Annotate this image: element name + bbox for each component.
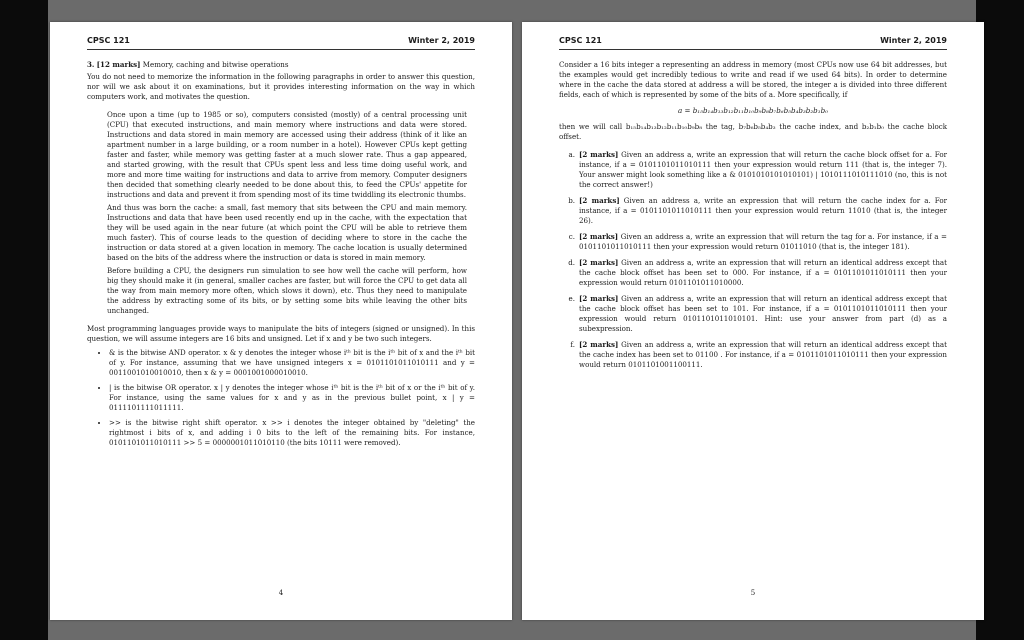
question-intro: You do not need to memorize the information in the following paragraphs in order to answer this question, nor will we ask about it on examinations, but it provides interesting information on the way in which computers work, and motivates the question. bbox=[87, 72, 475, 101]
operator-and: • & is the bitwise AND operator. x & y denotes the integer whose iᵗʰ bit is the iᵗʰ bit of x and the iᵗʰ bit of y. For instance, assuming that we have unsigned integers x = 0101101011010111 and y = 0011001010010010, then x & y = 0001001000010010. bbox=[109, 348, 475, 378]
page-number: 4 bbox=[278, 589, 284, 597]
operator-or: • | is the bitwise OR operator. x | y denotes the integer whose iᵗʰ bit is the iᵗʰ bit of x or the iᵗʰ bit of y. For instance, using the same values for x and y as in the previous bullet point, x | y = 0111101111011111. bbox=[109, 383, 475, 413]
subquestion-f: f. [2 marks] Given an address a, write an expression that will return an identical address except that the cache index has been set to 01100 . For instance, if a = 0101101011010111 then your expression would return 0101101001100111. bbox=[570, 340, 947, 369]
story-paragraph: Before building a CPU, the designers run simulation to see how well the cache will perform, how big they should make it (in general, smaller caches are faster, but will force the CPU to get data all the way from main memory more often, which slows it down), etc. Thus they need to manipulate the address by extracting some of its bits, or by setting some bits while leaving the other bits unchanged. bbox=[107, 266, 467, 315]
page-header bbox=[87, 36, 475, 50]
field-definitions: then we will call b₁₅b₁₄b₁₃b₁₂b₁₁b₁₀b₉b₈ the tag, b₇b₆b₅b₄b₃ the cache index, and b₂b₁b₀ the cache block offset. bbox=[559, 122, 947, 141]
subquestion-e: e. [2 marks] Given an address a, write an expression that will return an identical address except that the cache block offset has been set to 101. For instance, if a = 0101101011010111 then your expression would return 0101101011010101. Hint: use your answer from part (d) as a subexpression. bbox=[568, 294, 947, 333]
subquestion-d: d. [2 marks] Given an address a, write an expression that will return an identical address except that the cache block offset has been set to 000. For instance, if a = 0101101011010111 then your expression would return 0101101011010000. bbox=[568, 258, 947, 287]
page-header bbox=[559, 36, 947, 50]
story-block bbox=[107, 110, 467, 316]
term-label: Winter 2, 2019 bbox=[880, 36, 947, 45]
page-4 bbox=[50, 22, 512, 620]
story-paragraph: Once upon a time (up to 1985 or so), computers consisted (mostly) of a central processing unit (CPU) that executed instructions, and main memory where instructions and data were stored. Instructions and data stored in main memory are accessed using their address (think of it like an apartment number in a large building, or a room number in a hotel). However CPUs kept getting faster and faster, while memory was getting faster at a much slower rate. Thus a gap appeared, and started growing, with the result that CPUs spent less and less time doing useful work, and more and more time waiting for instructions and data to arrive from memory. Computer designers then decided that something clearly needed to be done about this, to feed the CPUs' appetite for instructions and data and prevent it from spending most of its time twiddling its electronic thumbs. bbox=[107, 110, 467, 199]
subquestion-c: c. [2 marks] Given an address a, write an expression that will return the tag for a. For instance, if a = 0101101011010111 then your expression would return 01011010 (that is, the integer 181). bbox=[568, 232, 947, 251]
question-title: 3. [12 marks] Memory, caching and bitwise operations bbox=[87, 60, 289, 69]
viewer-margin-left bbox=[0, 0, 48, 640]
subquestion-b: b. [2 marks] Given an address a, write an expression that will return the cache index for a. For instance, if a = 0101101011010111 then your expression would return 11010 (that is, the integer 26). bbox=[568, 196, 947, 225]
subquestion-list bbox=[559, 150, 947, 370]
course-name: CPSC 121 bbox=[87, 36, 130, 45]
operator-shift: • >> is the bitwise right shift operator. x >> i denotes the integer obtained by "deleting" the rightmost i bits of x, and adding i 0 bits to the left of the remaining bits. For instance, 0101101011010111 >> 5 = 0000001011010110 (the bits 10111 were removed). bbox=[109, 418, 475, 448]
course-name: CPSC 121 bbox=[559, 36, 602, 45]
bitwise-intro: Most programming languages provide ways to manipulate the bits of integers (signed or unsigned). In this question, we will assume integers are 16 bits and unsigned. Let if x and y be two such integers. bbox=[87, 324, 475, 343]
operator-list bbox=[87, 348, 475, 448]
story-paragraph: And thus was born the cache: a small, fast memory that sits between the CPU and main memory. Instructions and data that have been used recently end up in the cache, with the expectation that they will be used again in the near future (at which point the CPU will be able to retrieve them much faster). This of course leads to the question of deciding where to store in the cache the instruction or data stored at a given location in memory. The cache location is usually determined based on the bits of the address where the instruction or data is stored in main memory. bbox=[107, 203, 467, 262]
term-label: Winter 2, 2019 bbox=[408, 36, 475, 45]
page-5 bbox=[522, 22, 984, 620]
page-number: 5 bbox=[750, 589, 756, 597]
address-formula: a = b₁₅b₁₄b₁₃b₁₂b₁₁b₁₀b₉b₈b₇b₆b₅b₄b₃b₂b₁b₀ bbox=[678, 106, 828, 115]
address-intro: Consider a 16 bits integer a representing an address in memory (most CPUs now use 64 bit addresses, but the examples would get incredibly tedious to write and read if we used 64 bits). In order to determine where in the cache the data stored at address a will be stored, the integer a is divided into three different fields, each of which is represented by some of the bits of a. More specifically, if bbox=[559, 60, 947, 99]
subquestion-a: a. [2 marks] Given an address a, write an expression that will return the cache block offset for a. For instance, if a = 0101101011010111 then your expression would return 111 (that is, the integer 7). Your answer might look something like a & 0101010101010101) | 1010111010111010 (no, this is not the correct answer!) bbox=[568, 150, 947, 189]
